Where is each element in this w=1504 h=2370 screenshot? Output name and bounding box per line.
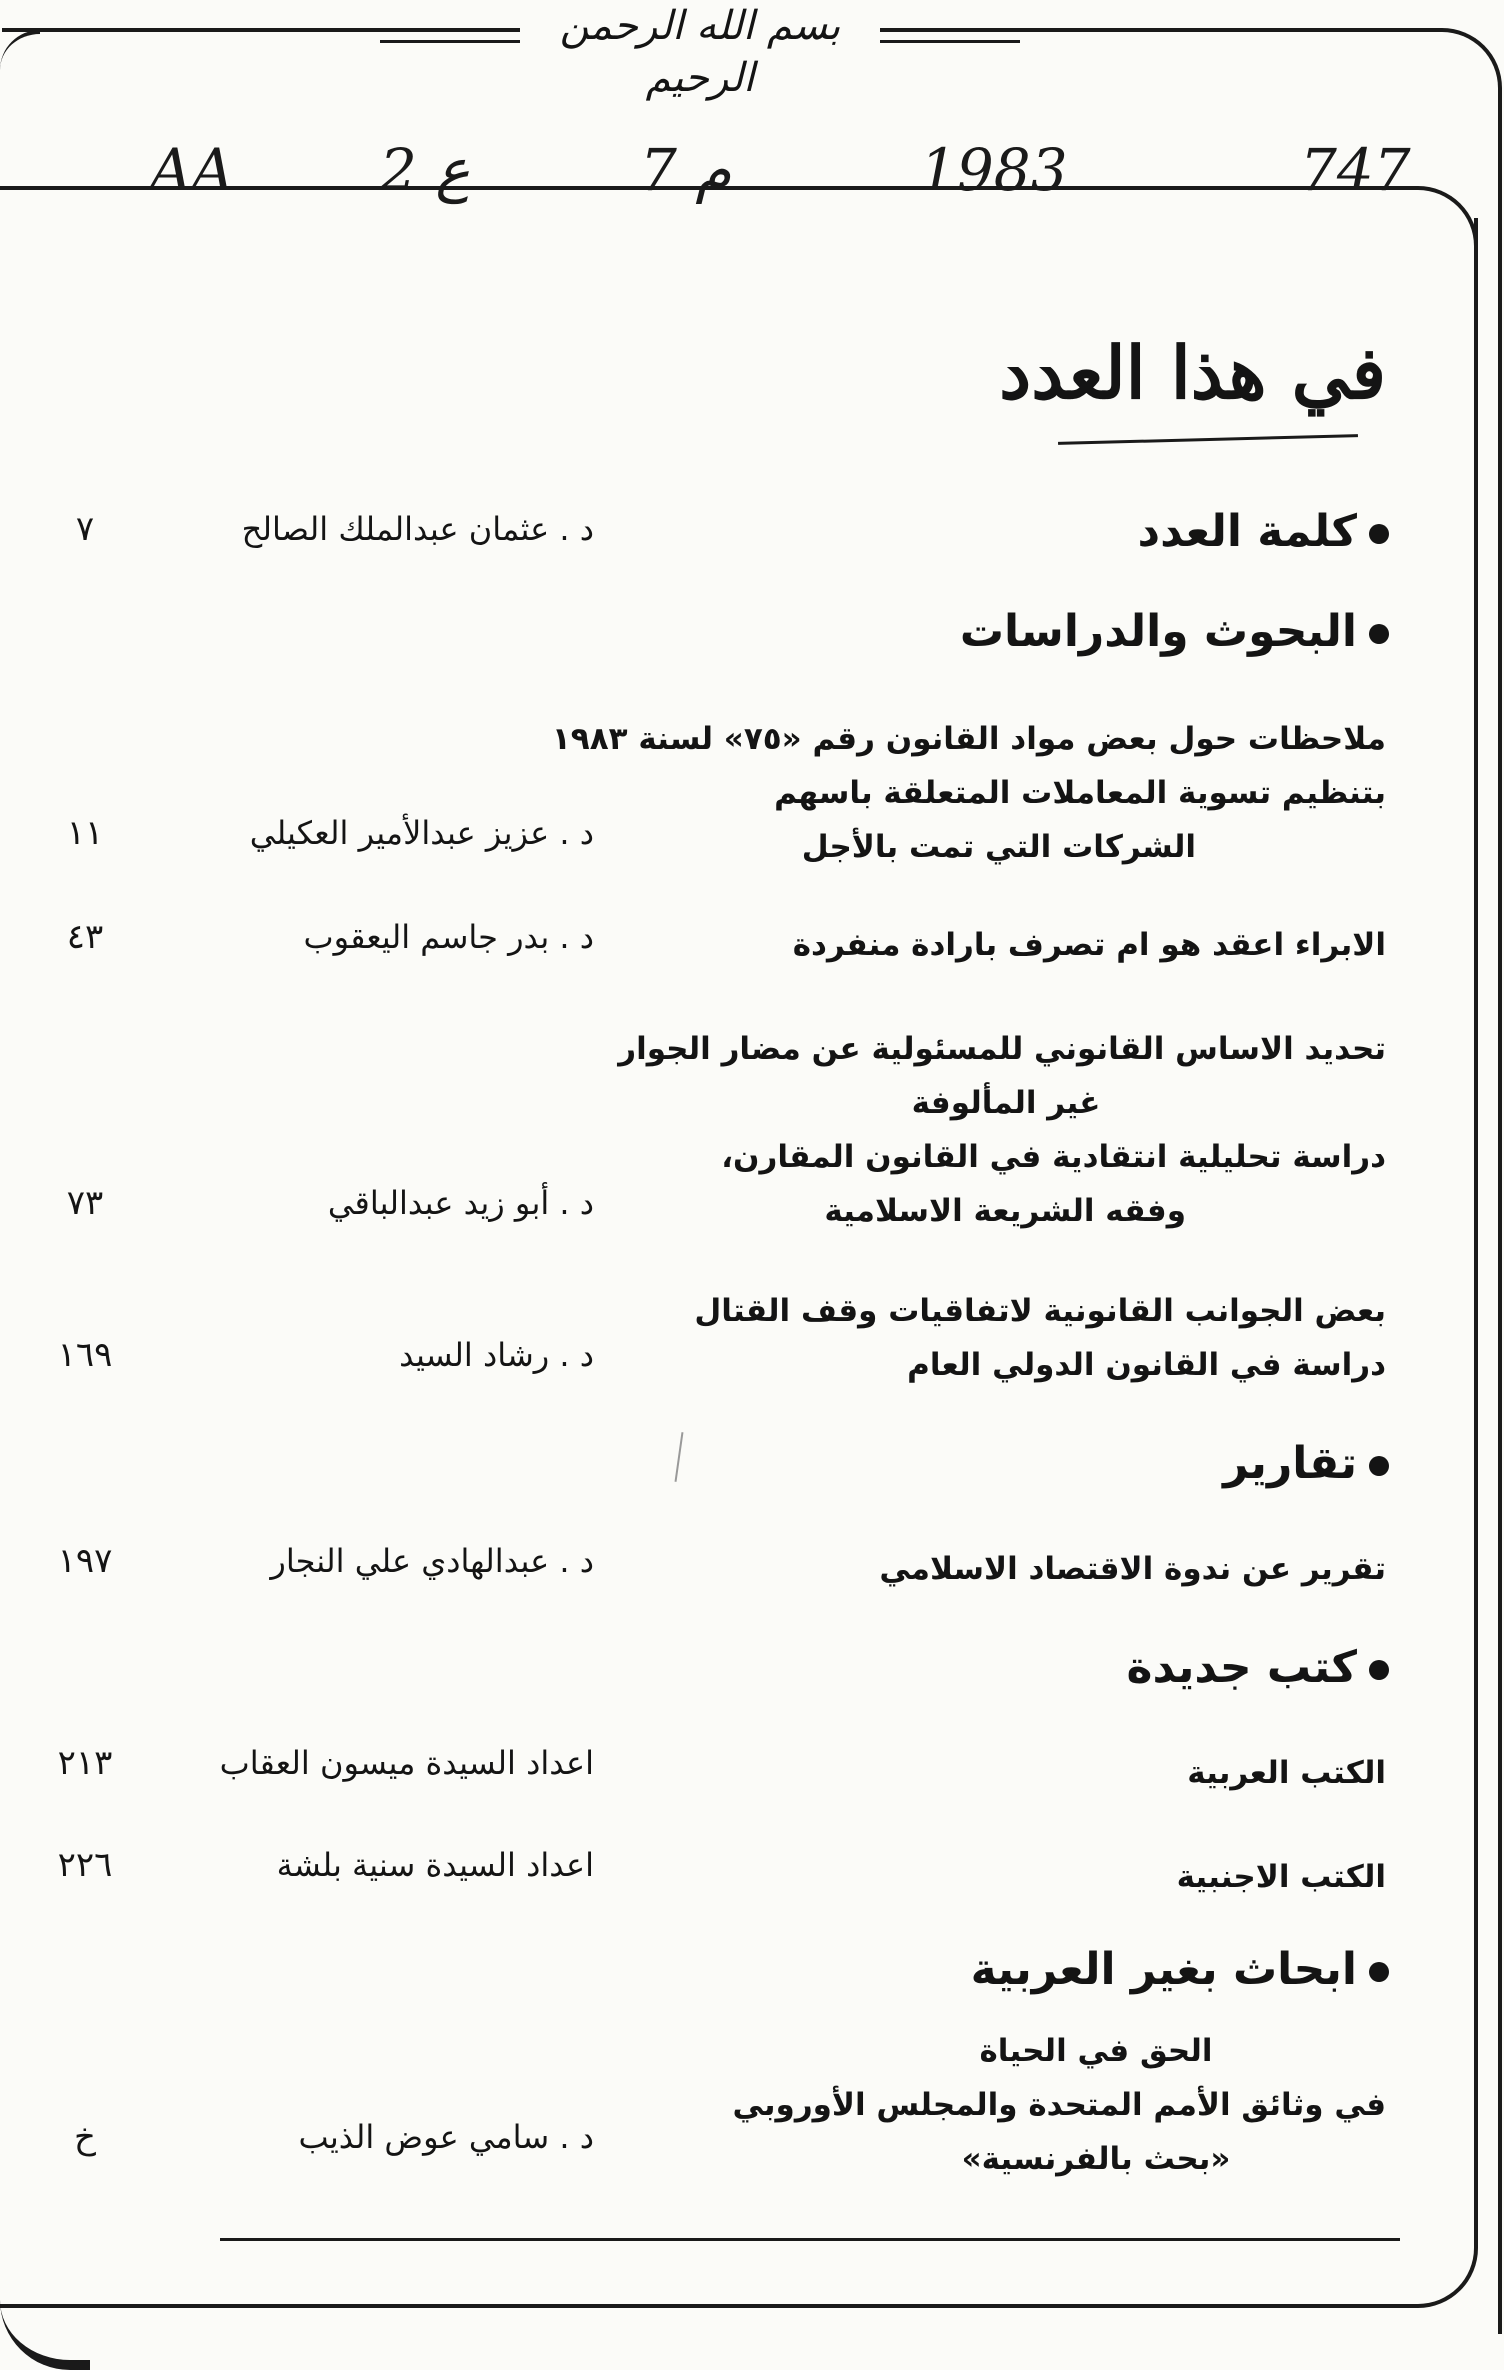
toc-entry-title: الحق في الحياة في وثائق الأمم المتحدة والمجلس الأوروبي «بحث بالفرنسية» [732, 2033, 1386, 2177]
handwritten-note: 1983 [920, 136, 1068, 204]
section-heading: البحوث والدراسات [960, 602, 1389, 662]
bullet-icon [1369, 524, 1389, 544]
section-heading: ابحاث بغير العربية [971, 1940, 1389, 2000]
toc-author: د . رشاد السيد [399, 1336, 594, 1374]
toc-entry-title: تقرير عن ندوة الاقتصاد الاسلامي [879, 1551, 1386, 1587]
section-heading: تقارير [1223, 1434, 1389, 1494]
handwritten-note: AA [150, 136, 234, 204]
toc-page-number: خ [74, 2117, 96, 2157]
toc-author: د . بدر جاسم اليعقوب [303, 918, 594, 956]
handwritten-note: 747 [1300, 136, 1411, 204]
toc-page-number: ٤٣ [66, 917, 104, 957]
page-title: في هذا العدد [999, 330, 1386, 415]
bullet-icon [1369, 624, 1389, 644]
toc-entry-title: بعض الجوانب القانونية لاتفاقيات وقف القتال دراسة في القانون الدولي العام [694, 1293, 1386, 1383]
toc-page-number: ١٩٧ [57, 1541, 113, 1581]
toc-page-number: ٧ [75, 509, 95, 549]
toc-entry-title: الكتب العربية [1187, 1755, 1386, 1791]
toc-page-number: ٧٣ [66, 1183, 104, 1223]
handwritten-note: 2 ع [380, 136, 470, 204]
toc-author: د . أبو زيد عبدالباقي [327, 1184, 594, 1222]
toc-author: د . سامي عوض الذيب [298, 2118, 594, 2156]
toc-entry-title: الابراء اعقد هو ام تصرف بارادة منفردة [792, 927, 1386, 963]
toc-page-number: ١١ [66, 813, 104, 853]
toc-author: د . عبدالهادي علي النجار [270, 1542, 594, 1580]
section-heading: كتب جديدة [1127, 1638, 1389, 1698]
bullet-icon [1369, 1962, 1389, 1982]
toc-author: اعداد السيدة ميسون العقاب [219, 1744, 594, 1782]
bullet-icon [1369, 1456, 1389, 1476]
page-border-bottom [0, 2300, 90, 2370]
toc-author: اعداد السيدة سنية بلشة [276, 1846, 594, 1884]
footer-rule [220, 2238, 1400, 2241]
handwritten-note: 7 م [640, 136, 732, 204]
toc-page-number: ٢٢٦ [57, 1845, 113, 1885]
toc-entry-title: الكتب الاجنبية [1176, 1859, 1386, 1895]
toc-page-number: ٢١٣ [57, 1743, 113, 1783]
toc-author: د . عزيز عبدالأمير العكيلي [249, 814, 594, 852]
toc-author: د . عثمان عبدالملك الصالح [241, 510, 594, 548]
toc-page-number: ١٦٩ [57, 1335, 113, 1375]
toc-entry-title: تحديد الاساس القانوني للمسئولية عن مضار الجوار غير المألوفة دراسة تحليلية انتقادية في القانون المقارن، وفقه الشريعة الاسلامية [618, 1031, 1386, 1229]
section-heading: كلمة العدد [1138, 502, 1389, 562]
toc-entry-title: ملاحظات حول بعض مواد القانون رقم «٧٥» لسنة ١٩٨٣ بتنظيم تسوية المعاملات المتعلقة باسهم الشركات التي تمت بالأجل [551, 721, 1386, 865]
basmala: بسم الله الرحمن الرحيم [520, 0, 880, 52]
bullet-icon [1369, 1660, 1389, 1680]
